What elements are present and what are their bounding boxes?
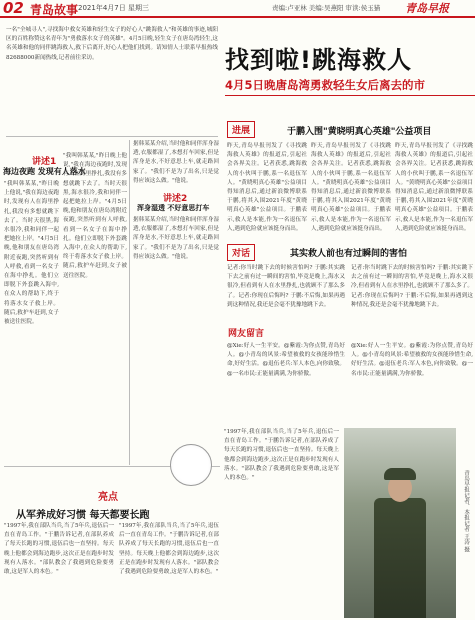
chat-body-col1: 记者:你当时跳下去的时候害怕吗? 于鹏:其实跳下去之前有过一瞬间的害怕,毕竟是晚上,海水又很冷,但看到有人在水里挣扎,也就顾不了那么多了。记者:你现在后悔吗? 于鹏:不后悔,如果再遇到这种情况,我还是会毫不犹豫地跳下去。 xyxy=(227,265,345,308)
section2-lead: 据韩某某介绍,当时他和同伴浑身湿透,衣服都湿了,本想打车回家,但是浑身是水,不好意思上车,就走路回家了。"我们不是为了出名,只是觉得应该这么做。"他说。 xyxy=(133,141,219,184)
chat-body-col2: 记者:你当时跳下去的时候害怕吗? 于鹏:其实跳下去之前有过一瞬间的害怕,毕竟是晚上,海水又很冷,但看到有人在水里挣扎,也就顾不了那么多了。记者:你现在后悔吗? 于鹏:不后悔,如果再遇到这种情况,我还是会毫不犹豫地跳下去。 xyxy=(351,265,473,308)
section2-title: 讲述2 xyxy=(163,194,188,204)
divider xyxy=(6,136,218,137)
progress-tag: 进展 xyxy=(227,121,255,138)
newspaper-logo: 青岛早报 xyxy=(405,2,449,15)
section-title: 青岛故事 xyxy=(30,3,79,17)
intro-paragraph: 一名"全城寻人",寻找海中救女英雄和轻生女子的好心人"跳海救人"和英雄的事迹,城阳区的百姓称赞这名青年为"勇救落水女子的英雄"。4月5日晚,轻生女子在唐岛湾轻生,这名英雄和他的同伴跳海救人,救下后离开,好心人把他们找到。请知情人士联系早报热线82688000新闻热线,记者前往采访。 xyxy=(6,27,218,61)
netizens-body-col2: @Xie:好人一生平安。@紫霞:为你点赞,青岛好人。@小青岛的风景:希望被救的女孩能珍惜生命,好好生活。@退伍老兵:军人本色,向你致敬。@一名市民:正能量满满,为你骄傲。 xyxy=(351,343,473,377)
chat-tag: 对话 xyxy=(227,244,255,261)
magnifier-decoration xyxy=(170,444,212,486)
photo-caption: 青岛早报记者、本报记者 王涛 摄 xyxy=(463,470,469,552)
section1-body-col1: "我叫韩某某,"昨日晚上他说,"我在海边夜跑时,发现有人在海里挣扎,我没有多想就跳下去了。当时天很黑,海水很冷,我和同伴一起把她拉上岸。"4月5日晚,他和朋友在唐岛湾附近夜跑,突然听到有人呼救,看到一名女子在海中挣扎。他们立即脱下外套跳入海中,在众人的帮助下,终于将落水女子救上岸。随后,救护车赶到,女子被送往医院。 xyxy=(4,181,59,326)
progress-body-col3: 昨天,青岛早报刊发了《寻找跳海救人英雄》的报道后,引起社会各界关注。记者获悉,跳海救人的小伙叫于鹏,系一名退伍军人。"黄晓明真心英雄"公益项目得知消息后,通过新浪微博联系于鹏,将其入围2021年度"黄晓明真心英雄"公益项目。于鹏表示,救人是本能,作为一名退伍军人,遇到危险就应该挺身而出。 xyxy=(395,143,473,232)
section1-subtitle: 海边夜跑 发现有人落水 xyxy=(3,167,86,176)
hero-photo xyxy=(344,428,456,618)
highlight-body-col3: "1997年,我在部队当兵,当了5年兵,退伍后一直在青岛工作。"于鹏告诉记者,在部队养成了每天长跑的习惯,退伍后也一直坚持。每天晚上他都会到海边跑步,这次正是在跑步时发现有人落水。"部队教会了我遇到危险要勇敢,这是军人的本色。" xyxy=(224,429,339,482)
highlight-title: 从军养成好习惯 每天都要长跑 xyxy=(16,510,150,521)
editor-credits: 责编:卢亚林 美编:吴燕阳 审读:侯玉猫 xyxy=(272,4,381,12)
main-subheadline: 4月5日晚唐岛湾勇救轻生女后离去的市 xyxy=(225,78,426,92)
main-headline: 找到啦!跳海救人 xyxy=(225,46,412,74)
progress-title: 于鹏入围"黄晓明真心英雄"公益项目 xyxy=(287,127,432,137)
progress-body-col1: 昨天,青岛早报刊发了《寻找跳海救人英雄》的报道后,引起社会各界关注。记者获悉,跳海救人的小伙叫于鹏,系一名退伍军人。"黄晓明真心英雄"公益项目得知消息后,通过新浪微博联系于鹏,将其入围2021年度"黄晓明真心英雄"公益项目。于鹏表示,救人是本能,作为一名退伍军人,遇到危险就应该挺身而出。 xyxy=(227,143,307,232)
highlight-body-col2: "1997年,我在部队当兵,当了5年兵,退伍后一直在青岛工作。"于鹏告诉记者,在部队养成了每天长跑的习惯,退伍后也一直坚持。每天晚上他都会到海边跑步,这次正是在跑步时发现有人落水。"部队教会了我遇到危险要勇敢,这是军人的本色。" xyxy=(119,523,219,576)
section2-subtitle: 浑身湿透 不好意思打车 xyxy=(137,204,210,212)
progress-body-col2: 昨天,青岛早报刊发了《寻找跳海救人英雄》的报道后,引起社会各界关注。记者获悉,跳海救人的小伙叫于鹏,系一名退伍军人。"黄晓明真心英雄"公益项目得知消息后,通过新浪微博联系于鹏,将其入围2021年度"黄晓明真心英雄"公益项目。于鹏表示,救人是本能,作为一名退伍军人,遇到危险就应该挺身而出。 xyxy=(311,143,391,232)
chat-title: 其实救人前也有过瞬间的害怕 xyxy=(290,249,408,259)
page-number: 02 xyxy=(3,0,24,17)
netizens-body-col1: @Xie:好人一生平安。@紫霞:为你点赞,青岛好人。@小青岛的风景:希望被救的女孩能珍惜生命,好好生活。@退伍老兵:军人本色,向你致敬。@一名市民:正能量满满,为你骄傲。 xyxy=(227,343,345,377)
section1-title: 讲述1 xyxy=(32,157,57,167)
headline-rule xyxy=(225,95,475,96)
netizens-title: 网友留言 xyxy=(228,329,265,339)
highlight-tag: 亮点 xyxy=(98,492,118,503)
section2-body: 据韩某某介绍,当时他和同伴浑身湿透,衣服都湿了,本想打车回家,但是浑身是水,不好意思上车,就走路回家了。"我们不是为了出名,只是觉得应该这么做。"他说。 xyxy=(133,217,219,260)
issue-date: 2021年4月7日 星期三 xyxy=(78,4,149,12)
highlight-body-col1: "1997年,我在部队当兵,当了5年兵,退伍后一直在青岛工作。"于鹏告诉记者,在部队养成了每天长跑的习惯,退伍后也一直坚持。每天晚上他都会到海边跑步,这次正是在跑步时发现有人落水。"部队教会了我遇到危险要勇敢,这是军人的本色。" xyxy=(4,523,114,576)
soldier-cap xyxy=(384,468,416,480)
soldier-figure xyxy=(374,498,426,618)
column-divider xyxy=(129,140,130,465)
section1-body-col2: "我叫韩某某,"昨日晚上他说,"我在海边夜跑时,发现有人在海里挣扎,我没有多想就跳下去了。当时天很黑,海水很冷,我和同伴一起把她拉上岸。"4月5日晚,他和朋友在唐岛湾附近夜跑,突然听到有人呼救,看到一名女子在海中挣扎。他们立即脱下外套跳入海中,在众人的帮助下,终于将落水女子救上岸。随后,救护车赶到,女子被送往医院。 xyxy=(63,153,127,279)
